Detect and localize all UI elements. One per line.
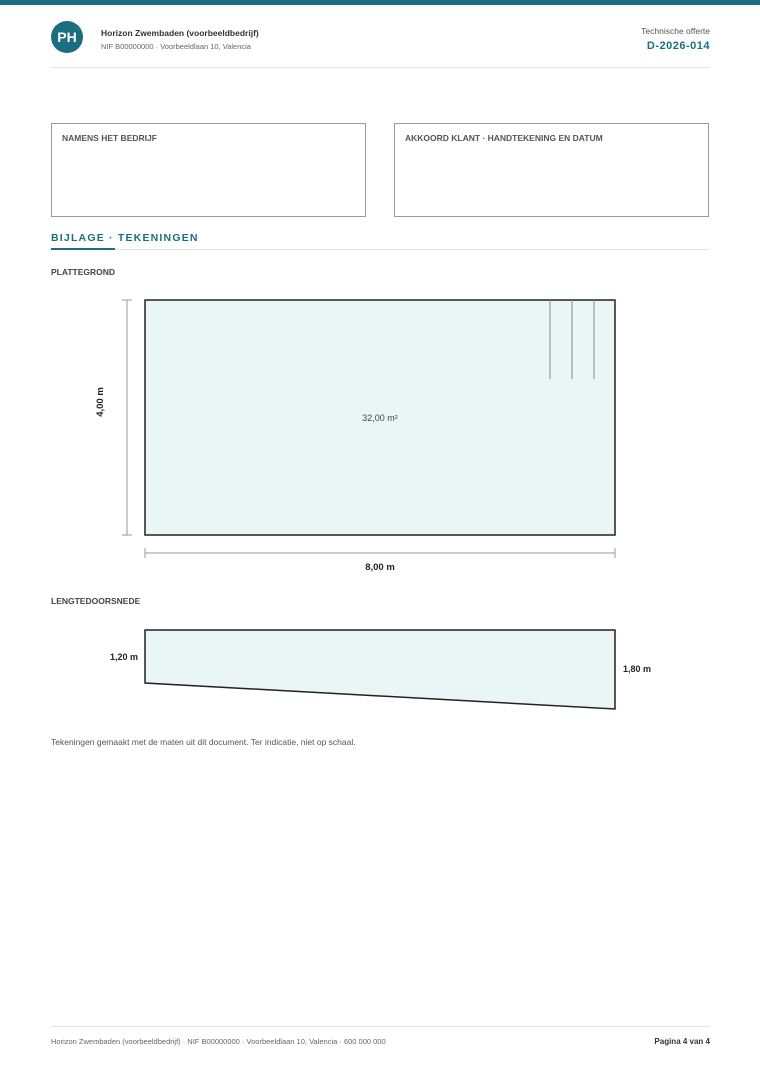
pool-area-label: 32,00 m² (362, 413, 398, 423)
floor-plan-title: PLATTEGROND (51, 267, 116, 277)
company-name: Horizon Zwembaden (voorbeeldbedrijf) (101, 28, 259, 38)
longitudinal-section-title: LENGTEDOORSNEDE (51, 596, 141, 606)
length-dimension-line (145, 548, 615, 558)
width-dimension-line (122, 300, 132, 535)
page-number: Pagina 4 van 4 (654, 1037, 710, 1046)
pool-length-label: 8,00 m (365, 562, 395, 573)
pool-longitudinal-section (145, 630, 615, 709)
document-type: Technische offerte (641, 26, 710, 36)
client-signature-label: AKKOORD KLANT · HANDTEKENING EN DATUM (405, 133, 603, 143)
company-details: NIF B00000000 · Voorbeeldlaan 10, Valencia (101, 42, 251, 51)
footer-company-info: Horizon Zwembaden (voorbeeldbedrijf) · NIF B00000000 · Voorbeeldlaan 10, Valencia · 600 000 000 (51, 1037, 386, 1046)
drawings-note: Tekeningen gemaakt met de maten uit dit document. Ter indicatie, niet op schaal. (51, 737, 356, 747)
deep-depth-label: 1,80 m (623, 664, 652, 674)
pool-width-label: 4,00 m (95, 387, 106, 417)
shallow-depth-label: 1,20 m (109, 652, 138, 662)
company-signature-label: NAMENS HET BEDRIJF (62, 133, 157, 143)
company-logo: PH (51, 21, 83, 53)
page-footer (51, 1026, 710, 1046)
annex-title: BIJLAGE · TEKENINGEN (51, 232, 199, 244)
document-number: D-2026-014 (646, 40, 710, 52)
